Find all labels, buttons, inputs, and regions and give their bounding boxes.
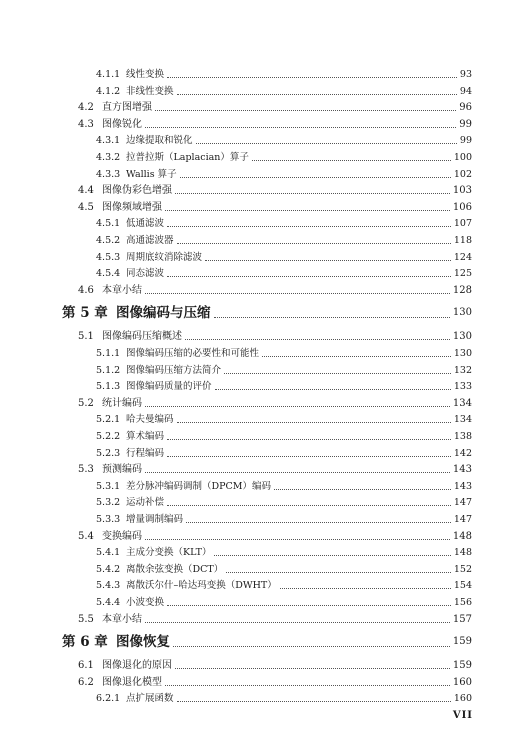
toc-section-number: 5.1.3 xyxy=(96,381,121,393)
toc-section-title: 本章小结 xyxy=(102,613,142,625)
toc-page-number: 125 xyxy=(453,268,472,280)
toc-section-number: 5.1.2 xyxy=(96,364,121,376)
toc-dot-leader xyxy=(175,668,450,669)
toc-entry-row[interactable] xyxy=(0,428,516,446)
toc-section-number: 5.2 xyxy=(78,397,94,409)
toc-dot-leader xyxy=(167,456,451,457)
toc-dot-leader xyxy=(224,373,451,374)
toc-section-title: 变换编码 xyxy=(102,530,142,542)
toc-dot-leader xyxy=(196,143,457,144)
toc-section-title: 图像退化的原因 xyxy=(102,660,172,672)
toc-entry-row[interactable] xyxy=(0,674,516,692)
toc-dot-leader xyxy=(185,339,450,340)
toc-section-title: 拉普拉斯（Laplacian）算子 xyxy=(126,152,249,163)
toc-dot-leader xyxy=(177,422,451,423)
toc-section-title: 直方图增强 xyxy=(102,102,152,114)
toc-section-number: 第 5 章 xyxy=(62,305,108,322)
toc-section-title: 本章小结 xyxy=(102,284,142,296)
toc-entry-row[interactable] xyxy=(0,149,516,167)
toc-dot-leader xyxy=(145,539,450,540)
toc-section-title: 边缘提取和锐化 xyxy=(126,135,193,147)
toc-page-number: 96 xyxy=(459,102,472,114)
toc-entry-row[interactable] xyxy=(0,232,516,250)
toc-entry-row[interactable] xyxy=(0,166,516,184)
toc-dot-leader xyxy=(145,622,450,623)
toc-section-number: 4.3.1 xyxy=(96,135,121,147)
toc-dot-leader xyxy=(145,127,456,128)
toc-section-number: 5.4.4 xyxy=(96,597,121,608)
toc-page-number: 99 xyxy=(459,118,472,130)
toc-section-number: 4.5.3 xyxy=(96,251,121,263)
toc-page-number: 94 xyxy=(459,85,472,97)
toc-section-number: 5.1 xyxy=(78,331,94,343)
toc-page-number: 147 xyxy=(453,497,472,509)
toc-entry-row[interactable] xyxy=(0,116,516,134)
toc-section-title: 哈夫曼编码 xyxy=(126,414,174,426)
toc-section-title: 图像编码压缩的必要性和可能性 xyxy=(126,348,260,359)
toc-page-number: 128 xyxy=(452,284,472,296)
toc-section-title: 同态滤波 xyxy=(126,268,165,280)
toc-section-title: 图像退化模型 xyxy=(102,676,162,688)
toc-page-number: 160 xyxy=(453,693,472,705)
toc-entry-row[interactable] xyxy=(0,99,516,117)
toc-section-title: 图像编码质量的评价 xyxy=(126,381,212,393)
toc-entry-row[interactable] xyxy=(0,265,516,283)
toc-page-number: 134 xyxy=(452,397,472,409)
toc-page-number: 157 xyxy=(452,613,472,625)
toc-page-number: 100 xyxy=(453,152,472,163)
page-number-footer: VII xyxy=(452,710,473,721)
toc-entry-row[interactable] xyxy=(0,461,516,479)
toc-section-title: 行程编码 xyxy=(126,447,165,459)
toc-page-number: 143 xyxy=(453,480,472,492)
toc-page-number: 118 xyxy=(453,235,472,246)
toc-page-number: 138 xyxy=(453,431,472,442)
toc-dot-leader xyxy=(215,389,451,390)
toc-section-number: 5.4.2 xyxy=(96,563,121,575)
toc-dot-leader xyxy=(177,701,451,702)
toc-entry-row[interactable] xyxy=(0,362,516,380)
toc-chapter-row[interactable] xyxy=(0,631,516,653)
toc-section-number: 4.1.1 xyxy=(96,69,121,80)
toc-section-title: 预测编码 xyxy=(102,464,142,476)
toc-page-number: 99 xyxy=(459,135,472,147)
toc-entry-row[interactable] xyxy=(0,199,516,217)
toc-section-number: 第 6 章 xyxy=(62,634,108,651)
toc-dot-leader xyxy=(175,193,450,194)
toc-entry-row[interactable] xyxy=(0,594,516,612)
toc-page-number: 130 xyxy=(452,331,472,343)
toc-dot-leader xyxy=(167,605,451,606)
toc-page-number: 107 xyxy=(453,218,472,230)
toc-section-number: 4.6 xyxy=(78,284,94,296)
toc-section-number: 4.3.3 xyxy=(96,168,121,180)
toc-section-number: 5.2.2 xyxy=(96,431,121,442)
toc-entry-row[interactable] xyxy=(0,528,516,546)
toc-entry-row[interactable] xyxy=(0,478,516,496)
toc-section-number: 5.4 xyxy=(78,530,94,542)
toc-section-number: 5.4.1 xyxy=(96,547,121,559)
toc-dot-leader xyxy=(167,505,451,506)
toc-entry-row[interactable] xyxy=(0,215,516,233)
toc-entry-row[interactable] xyxy=(0,690,516,708)
toc-page-number: 143 xyxy=(452,464,472,476)
toc-section-title: 主成分变换（KLT） xyxy=(126,547,212,559)
toc-section-number: 5.3.1 xyxy=(96,480,121,492)
toc-page-number: 154 xyxy=(453,580,472,592)
toc-section-number: 4.5.4 xyxy=(96,268,121,280)
toc-entry-row[interactable] xyxy=(0,544,516,562)
toc-section-number: 5.3.3 xyxy=(96,514,121,525)
toc-section-number: 4.5.2 xyxy=(96,235,121,246)
toc-dot-leader xyxy=(167,77,457,78)
toc-section-title: 运动补偿 xyxy=(126,497,165,509)
toc-entry-row[interactable] xyxy=(0,132,516,150)
toc-page-number: 159 xyxy=(452,660,472,672)
toc-section-title: 图像编码与压缩 xyxy=(116,305,211,322)
toc-section-number: 4.5 xyxy=(78,201,94,213)
toc-page-number: 160 xyxy=(452,676,472,688)
toc-page-number: 156 xyxy=(453,597,472,608)
toc-dot-leader xyxy=(280,588,451,589)
toc-entry-row[interactable] xyxy=(0,182,516,200)
toc-dot-leader xyxy=(177,94,457,95)
toc-entry-row[interactable] xyxy=(0,83,516,101)
toc-section-title: 图像编码压缩方法简介 xyxy=(126,364,222,376)
toc-page-number: 103 xyxy=(452,185,472,197)
toc-dot-leader xyxy=(167,276,451,277)
toc-section-title: 增量调制编码 xyxy=(126,514,184,525)
toc-entry-row[interactable] xyxy=(0,345,516,363)
toc-dot-leader xyxy=(252,160,451,161)
toc-dot-leader xyxy=(274,489,451,490)
toc-page-number: 106 xyxy=(452,201,472,213)
toc-section-number: 6.1 xyxy=(78,660,94,672)
toc-page-number: 124 xyxy=(453,251,472,263)
toc-section-number: 4.3.2 xyxy=(96,152,121,163)
toc-dot-leader xyxy=(165,685,450,686)
toc-dot-leader xyxy=(186,522,451,523)
toc-section-number: 6.2.1 xyxy=(96,693,121,705)
toc-section-number: 5.4.3 xyxy=(96,580,121,592)
toc-section-number: 5.3 xyxy=(78,464,94,476)
toc-section-number: 5.2.3 xyxy=(96,447,121,459)
toc-entry-row[interactable] xyxy=(0,657,516,675)
toc-page-number: 148 xyxy=(452,530,472,542)
toc-dot-leader xyxy=(214,317,450,318)
toc-section-title: 算术编码 xyxy=(126,431,165,442)
toc-entry-row[interactable] xyxy=(0,411,516,429)
toc-section-title: 小波变换 xyxy=(126,597,165,608)
toc-entry-row[interactable] xyxy=(0,577,516,595)
toc-entry-row[interactable] xyxy=(0,494,516,512)
toc-section-number: 5.5 xyxy=(78,613,94,625)
toc-entry-row[interactable] xyxy=(0,378,516,396)
toc-dot-leader xyxy=(180,177,451,178)
toc-section-number: 4.1.2 xyxy=(96,85,121,97)
toc-page-number: 102 xyxy=(453,168,472,180)
toc-section-title: 线性变换 xyxy=(126,69,165,80)
toc-section-title: 图像恢复 xyxy=(116,634,170,651)
toc-section-title: 高通滤波器 xyxy=(126,235,174,246)
toc-dot-leader xyxy=(226,572,451,573)
toc-dot-leader xyxy=(145,406,450,407)
toc-page-number: 147 xyxy=(453,514,472,525)
toc-section-title: 图像编码压缩概述 xyxy=(102,331,182,343)
toc-section-number: 5.3.2 xyxy=(96,497,121,509)
toc-dot-leader xyxy=(145,472,450,473)
toc-section-title: 图像伪彩色增强 xyxy=(102,185,172,197)
toc-section-title: Wallis 算子 xyxy=(126,168,177,180)
toc-dot-leader xyxy=(167,226,451,227)
toc-dot-leader xyxy=(214,555,451,556)
toc-page-number: 142 xyxy=(453,447,472,459)
toc-entry-row[interactable] xyxy=(0,249,516,267)
toc-dot-leader xyxy=(165,210,450,211)
toc-entry-row[interactable] xyxy=(0,611,516,629)
toc-dot-leader xyxy=(205,260,451,261)
toc-page-number: 152 xyxy=(453,563,472,575)
toc-section-title: 非线性变换 xyxy=(126,85,174,97)
toc-chapter-row[interactable] xyxy=(0,302,516,324)
toc-dot-leader xyxy=(173,646,450,647)
toc-section-title: 图像锐化 xyxy=(102,118,142,130)
toc-section-title: 差分脉冲编码调制（DPCM）编码 xyxy=(126,480,272,492)
toc-section-title: 统计编码 xyxy=(102,397,142,409)
toc-section-number: 4.4 xyxy=(78,185,94,197)
toc-section-number: 4.2 xyxy=(78,102,94,114)
toc-dot-leader xyxy=(262,356,451,357)
toc-section-title: 离散沃尔什–哈达玛变换（DWHT） xyxy=(126,580,277,592)
toc-section-number: 6.2 xyxy=(78,676,94,688)
toc-entry-row[interactable] xyxy=(0,395,516,413)
toc-page-number: 148 xyxy=(453,547,472,559)
toc-section-number: 5.2.1 xyxy=(96,414,121,426)
toc-section-title: 图像频域增强 xyxy=(102,201,162,213)
toc-dot-leader xyxy=(155,110,456,111)
toc-page-number: 130 xyxy=(452,307,472,319)
toc-entry-row[interactable] xyxy=(0,328,516,346)
toc-page-number: 130 xyxy=(453,348,472,359)
toc-section-title: 周期底纹消除滤波 xyxy=(126,251,203,263)
toc-entry-row[interactable] xyxy=(0,445,516,463)
toc-section-title: 低通滤波 xyxy=(126,218,165,230)
toc-page-number: 133 xyxy=(453,381,472,393)
toc-section-title: 点扩展函数 xyxy=(126,693,174,705)
toc-section-number: 4.3 xyxy=(78,118,94,130)
toc-section-number: 5.1.1 xyxy=(96,348,121,359)
toc-page-number: 93 xyxy=(459,69,472,80)
toc-section-title: 离散余弦变换（DCT） xyxy=(126,563,224,575)
toc-section-number: 4.5.1 xyxy=(96,218,121,230)
toc-dot-leader xyxy=(145,293,450,294)
toc-dot-leader xyxy=(177,243,451,244)
toc-dot-leader xyxy=(167,439,451,440)
toc-entry-row[interactable] xyxy=(0,511,516,529)
toc-page-number: 132 xyxy=(453,364,472,376)
toc-entry-row[interactable] xyxy=(0,66,516,84)
toc-page-number: 159 xyxy=(452,636,472,648)
toc-page-number: 134 xyxy=(453,414,472,426)
toc-entry-row[interactable] xyxy=(0,561,516,579)
toc-entry-row[interactable] xyxy=(0,282,516,300)
